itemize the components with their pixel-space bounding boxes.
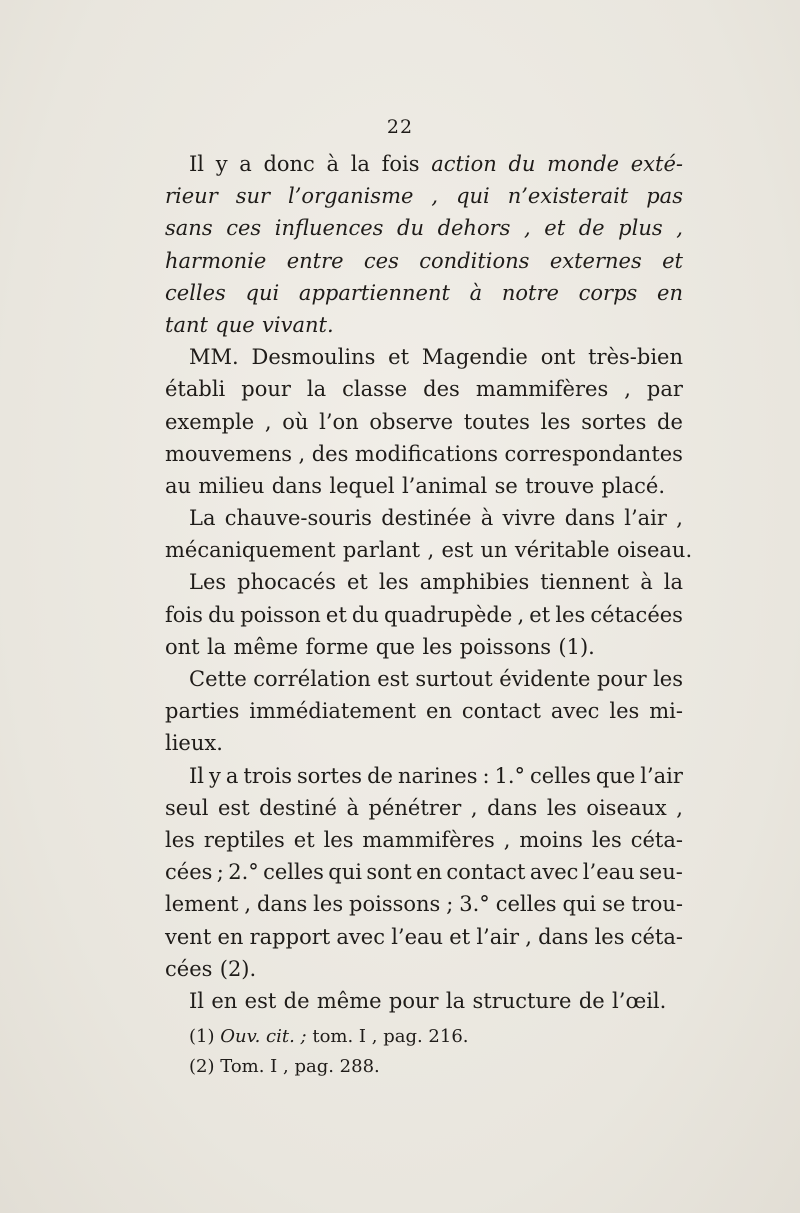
text-line xyxy=(165,695,683,727)
word: vivant. xyxy=(262,312,334,337)
word: fois xyxy=(165,602,203,627)
text-line xyxy=(165,212,683,244)
word: sortes xyxy=(296,763,363,788)
word: en xyxy=(657,280,683,305)
text-line xyxy=(165,953,683,985)
word: l’air xyxy=(640,763,683,788)
word: dehors xyxy=(437,216,511,241)
word: en xyxy=(426,699,452,724)
word: y xyxy=(209,763,221,788)
word: oiseau. xyxy=(616,538,693,563)
word: et xyxy=(293,827,315,852)
word: influences xyxy=(274,216,384,241)
body-text xyxy=(165,148,693,1017)
word: La xyxy=(189,506,216,531)
word: dans xyxy=(538,924,589,949)
page-number: 22 xyxy=(386,116,414,138)
word: donc xyxy=(263,152,315,176)
word: rapport xyxy=(249,924,331,949)
word: seu- xyxy=(639,860,683,885)
word: qui xyxy=(562,892,597,917)
word: , xyxy=(524,216,531,241)
word: celles xyxy=(495,892,557,917)
text-line xyxy=(165,277,683,309)
word: phocacés xyxy=(237,570,336,595)
word: vivre xyxy=(502,506,556,531)
word: poisson xyxy=(240,602,321,627)
word: l’air xyxy=(624,506,667,531)
word: vent xyxy=(165,924,212,949)
word: de xyxy=(578,216,605,241)
word: que xyxy=(215,312,255,337)
word: l’eau xyxy=(582,860,635,885)
text-line xyxy=(165,148,683,180)
text-line xyxy=(165,502,683,534)
footnote-text: (2) Tom. I , pag. 288. xyxy=(189,1056,380,1077)
word: lement xyxy=(165,892,239,917)
text-line xyxy=(165,245,683,277)
word: parties xyxy=(165,699,240,724)
word: cées xyxy=(165,956,213,981)
word: du xyxy=(351,602,379,627)
word: avec xyxy=(550,699,600,724)
word: en xyxy=(217,924,244,949)
word: avec xyxy=(529,860,579,885)
text-line xyxy=(165,309,683,341)
word: de xyxy=(367,763,393,788)
word: trou- xyxy=(631,892,683,917)
word: dans xyxy=(564,506,615,531)
word: placé. xyxy=(601,473,666,498)
word: reptiles xyxy=(203,827,285,852)
word: trouve xyxy=(525,473,595,498)
word: est xyxy=(244,988,277,1013)
word: et xyxy=(346,570,368,595)
word: celles xyxy=(530,763,591,788)
word: cées xyxy=(165,860,213,885)
word: ; xyxy=(216,860,224,885)
text-line xyxy=(165,566,683,598)
word: à xyxy=(469,280,483,305)
text-line xyxy=(165,824,683,856)
word: les xyxy=(594,924,625,949)
word: qui xyxy=(245,280,280,305)
word: la xyxy=(306,377,327,402)
word: , xyxy=(298,441,306,466)
word: qui xyxy=(456,184,490,209)
word: a xyxy=(225,763,239,788)
word: très-bien xyxy=(588,345,683,370)
word: , xyxy=(624,377,631,402)
text-line xyxy=(165,599,683,631)
word: l’organisme xyxy=(288,184,414,209)
word: exemple xyxy=(165,409,255,434)
word: corps xyxy=(578,280,638,305)
word: sur xyxy=(235,184,271,209)
word: , xyxy=(470,795,478,820)
word: les xyxy=(313,892,344,917)
word: les xyxy=(609,699,640,724)
text-line xyxy=(165,760,683,792)
word: , xyxy=(525,924,532,949)
word: notre xyxy=(501,280,559,305)
word: Desmoulins xyxy=(251,345,376,370)
text-line xyxy=(165,663,683,695)
word: les xyxy=(591,827,622,852)
word: action xyxy=(431,152,497,176)
text-line xyxy=(165,534,693,566)
footnote xyxy=(189,1022,469,1052)
word: plus xyxy=(618,216,663,241)
word: de xyxy=(578,988,605,1013)
word: ces xyxy=(226,216,262,241)
word: mi- xyxy=(649,699,683,724)
word: , xyxy=(244,892,252,917)
word: fois xyxy=(381,152,420,176)
word: , xyxy=(676,216,683,241)
text-line xyxy=(165,341,683,373)
word: la xyxy=(350,152,370,176)
text-line xyxy=(165,727,683,759)
word: à xyxy=(480,506,494,531)
word: seul xyxy=(165,795,209,820)
word: l’animal xyxy=(401,473,488,498)
word: les xyxy=(555,602,586,627)
word: par xyxy=(646,377,683,402)
word: MM. xyxy=(189,345,239,370)
word: les xyxy=(165,827,195,852)
word: , xyxy=(431,184,439,209)
word: moins xyxy=(519,827,583,852)
word: 1.° xyxy=(494,763,526,788)
word: la xyxy=(206,634,227,659)
word: où xyxy=(282,409,309,434)
word: du xyxy=(397,216,424,241)
word: sans xyxy=(165,216,213,241)
word: à xyxy=(326,152,340,176)
word: y xyxy=(215,152,228,176)
word: céta- xyxy=(630,827,683,852)
text-line xyxy=(165,792,683,824)
word: les xyxy=(540,409,571,434)
word: Il xyxy=(189,152,205,176)
word: un xyxy=(480,538,508,563)
text-line xyxy=(165,180,683,212)
word: pénétrer xyxy=(368,795,462,820)
word: , xyxy=(264,409,272,434)
word: mammifères xyxy=(362,827,495,852)
word: , xyxy=(517,602,525,627)
word: établi xyxy=(165,377,226,402)
word: même xyxy=(233,634,299,659)
text-line xyxy=(165,406,683,438)
word: les xyxy=(653,667,683,691)
word: observe xyxy=(369,409,453,434)
word: la xyxy=(445,988,466,1013)
word: destiné xyxy=(259,795,337,820)
word: en xyxy=(211,988,238,1013)
text-line xyxy=(165,438,683,470)
text-line xyxy=(165,985,683,1017)
word: véritable xyxy=(514,538,610,563)
word: que xyxy=(595,763,636,788)
footnote-text: (1) xyxy=(189,1026,221,1047)
word: pour xyxy=(596,667,647,691)
word: est xyxy=(377,667,409,691)
word: Il xyxy=(189,988,205,1013)
word: structure xyxy=(472,988,572,1013)
word: classe xyxy=(342,377,408,402)
word: ces xyxy=(363,248,399,273)
word: se xyxy=(494,473,518,498)
word: l’eau xyxy=(391,924,444,949)
word: et xyxy=(544,216,566,241)
word: lequel xyxy=(329,473,395,498)
word: tiennent xyxy=(540,570,630,595)
word: sont xyxy=(366,860,412,885)
word: est xyxy=(441,538,474,563)
word: les xyxy=(323,827,354,852)
word: les xyxy=(546,795,577,820)
word: pour xyxy=(388,988,439,1013)
word: parlant xyxy=(342,538,421,563)
word: exté- xyxy=(630,152,683,176)
word: Il xyxy=(189,763,205,788)
word: de xyxy=(657,409,683,434)
word: à xyxy=(640,570,653,595)
word: ; xyxy=(446,892,454,917)
word: chauve-souris xyxy=(224,506,372,531)
word: , xyxy=(676,506,683,531)
footnote-text: Ouv. cit. ; xyxy=(220,1026,307,1047)
word: contact xyxy=(461,699,541,724)
word: tant xyxy=(165,312,208,337)
word: se xyxy=(602,892,626,917)
word: : xyxy=(482,763,490,788)
word: à xyxy=(346,795,359,820)
text-line xyxy=(165,470,683,502)
word: 2.° xyxy=(228,860,259,885)
word: les xyxy=(422,634,453,659)
word: Magendie xyxy=(421,345,528,370)
word: correspondantes xyxy=(504,441,683,466)
word: externes xyxy=(549,248,642,273)
word: , xyxy=(503,827,511,852)
word: dans xyxy=(256,892,308,917)
word: cétacées xyxy=(590,602,683,627)
word: en xyxy=(416,860,443,885)
word: surtout xyxy=(415,667,493,691)
word: les xyxy=(378,570,409,595)
word: l’on xyxy=(319,409,359,434)
word: de xyxy=(283,988,310,1013)
word: avec xyxy=(336,924,385,949)
footnote xyxy=(189,1052,469,1082)
word: et xyxy=(529,602,551,627)
word: est xyxy=(217,795,250,820)
word: Les xyxy=(189,570,227,595)
word: quadrupède xyxy=(384,602,513,627)
word: la xyxy=(663,570,683,595)
word: poissons xyxy=(459,634,552,659)
word: dans xyxy=(487,795,538,820)
word: que xyxy=(375,634,416,659)
word: du xyxy=(208,602,236,627)
word: évidente xyxy=(499,667,591,691)
word: (1). xyxy=(558,634,595,659)
word: appartiennent xyxy=(298,280,450,305)
word: Cette xyxy=(189,667,247,691)
word: mouvemens xyxy=(165,441,293,466)
word: (2). xyxy=(219,956,257,981)
text-line xyxy=(165,921,683,953)
word: pas xyxy=(646,184,683,209)
word: du xyxy=(508,152,536,176)
word: et xyxy=(662,248,683,273)
word: même xyxy=(316,988,382,1013)
word: celles xyxy=(263,860,324,885)
text-line xyxy=(165,888,683,920)
word: des xyxy=(423,377,460,402)
word: ont xyxy=(540,345,576,370)
word: poissons xyxy=(349,892,441,917)
word: immédiatement xyxy=(249,699,417,724)
word: lieux. xyxy=(165,731,223,756)
word: 3.° xyxy=(459,892,490,917)
text-line xyxy=(165,856,683,888)
text-line xyxy=(165,373,683,405)
word: a xyxy=(239,152,252,176)
word: pour xyxy=(241,377,291,402)
word: entre xyxy=(286,248,344,273)
word: mécaniquement xyxy=(165,538,336,563)
word: n’existerait xyxy=(507,184,629,209)
word: oiseaux xyxy=(586,795,667,820)
word: , xyxy=(676,795,683,820)
word: corrélation xyxy=(253,667,371,691)
word: , xyxy=(427,538,435,563)
word: mammifères xyxy=(475,377,609,402)
word: contact xyxy=(446,860,526,885)
word: et xyxy=(325,602,347,627)
word: des xyxy=(311,441,349,466)
word: l’air xyxy=(476,924,520,949)
word: et xyxy=(449,924,471,949)
word: conditions xyxy=(419,248,530,273)
word: l’œil. xyxy=(612,988,667,1013)
word: et xyxy=(388,345,410,370)
footnote-text: tom. I , pag. 216. xyxy=(306,1026,469,1047)
word: milieu xyxy=(198,473,265,498)
word: modifications xyxy=(354,441,499,466)
word: trois xyxy=(243,763,292,788)
text-line xyxy=(165,631,683,663)
word: céta- xyxy=(630,924,683,949)
word: monde xyxy=(547,152,620,176)
word: harmonie xyxy=(165,248,267,273)
word: qui xyxy=(328,860,362,885)
word: ont xyxy=(165,634,200,659)
word: dans xyxy=(271,473,323,498)
word: amphibies xyxy=(419,570,530,595)
word: rieur xyxy=(165,184,218,209)
word: sortes xyxy=(581,409,647,434)
word: forme xyxy=(305,634,369,659)
word: toutes xyxy=(463,409,530,434)
footnotes xyxy=(189,1022,469,1082)
word: destinée xyxy=(381,506,472,531)
word: narines xyxy=(397,763,478,788)
word: celles xyxy=(165,280,226,305)
word: au xyxy=(165,473,192,498)
